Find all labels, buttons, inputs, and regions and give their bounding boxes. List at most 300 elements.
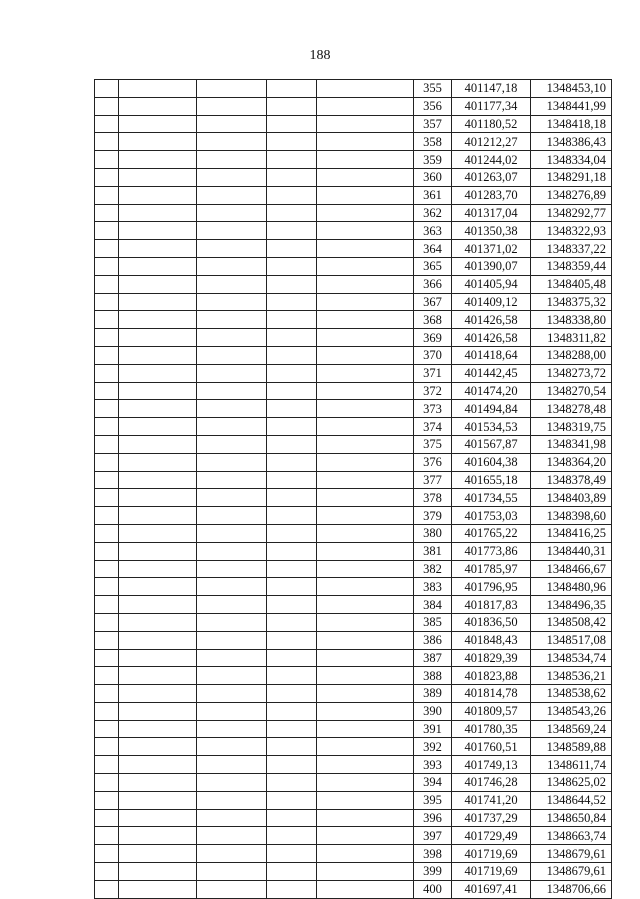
- empty-cell: [119, 222, 197, 240]
- empty-cell: [317, 596, 414, 614]
- x-coordinate-cell: 401426,58: [452, 311, 531, 329]
- x-coordinate-cell: 401719,69: [452, 845, 531, 863]
- x-coordinate-cell: 401244,02: [452, 151, 531, 169]
- table-row: [95, 115, 612, 133]
- table-row: [95, 418, 612, 436]
- x-coordinate-cell: 401147,18: [452, 80, 531, 98]
- empty-cell: [197, 364, 267, 382]
- y-coordinate-cell: 1348679,61: [531, 845, 612, 863]
- empty-cell: [197, 97, 267, 115]
- y-coordinate-cell: 1348273,72: [531, 364, 612, 382]
- empty-cell: [317, 204, 414, 222]
- empty-cell: [95, 613, 119, 631]
- x-coordinate-cell: 401697,41: [452, 880, 531, 898]
- empty-cell: [119, 774, 197, 792]
- x-coordinate-cell: 401796,95: [452, 578, 531, 596]
- empty-cell: [119, 667, 197, 685]
- empty-cell: [267, 613, 317, 631]
- empty-cell: [119, 685, 197, 703]
- x-coordinate-cell: 401426,58: [452, 329, 531, 347]
- table-row: [95, 80, 612, 98]
- empty-cell: [197, 685, 267, 703]
- x-coordinate-cell: 401567,87: [452, 435, 531, 453]
- empty-cell: [197, 80, 267, 98]
- empty-cell: [119, 293, 197, 311]
- empty-cell: [197, 809, 267, 827]
- table-row: [95, 382, 612, 400]
- empty-cell: [95, 186, 119, 204]
- empty-cell: [119, 418, 197, 436]
- empty-cell: [317, 240, 414, 258]
- empty-cell: [267, 578, 317, 596]
- empty-cell: [95, 418, 119, 436]
- empty-cell: [317, 542, 414, 560]
- empty-cell: [317, 97, 414, 115]
- x-coordinate-cell: 401780,35: [452, 720, 531, 738]
- empty-cell: [267, 186, 317, 204]
- table-row: [95, 222, 612, 240]
- table-row: [95, 168, 612, 186]
- y-coordinate-cell: 1348679,61: [531, 863, 612, 881]
- empty-cell: [197, 400, 267, 418]
- empty-cell: [95, 222, 119, 240]
- empty-cell: [317, 293, 414, 311]
- empty-cell: [197, 578, 267, 596]
- empty-cell: [317, 115, 414, 133]
- empty-cell: [119, 524, 197, 542]
- table-row: [95, 186, 612, 204]
- empty-cell: [119, 329, 197, 347]
- empty-cell: [267, 507, 317, 525]
- y-coordinate-cell: 1348292,77: [531, 204, 612, 222]
- y-coordinate-cell: 1348536,21: [531, 667, 612, 685]
- empty-cell: [317, 364, 414, 382]
- empty-cell: [267, 97, 317, 115]
- empty-cell: [267, 400, 317, 418]
- empty-cell: [197, 613, 267, 631]
- empty-cell: [267, 738, 317, 756]
- empty-cell: [119, 453, 197, 471]
- empty-cell: [95, 809, 119, 827]
- empty-cell: [197, 738, 267, 756]
- empty-cell: [317, 471, 414, 489]
- empty-cell: [317, 720, 414, 738]
- table-row: [95, 311, 612, 329]
- empty-cell: [95, 720, 119, 738]
- table-row: [95, 257, 612, 275]
- empty-cell: [197, 418, 267, 436]
- table-row: [95, 329, 612, 347]
- x-coordinate-cell: 401283,70: [452, 186, 531, 204]
- table-row: [95, 346, 612, 364]
- table-row: [95, 364, 612, 382]
- empty-cell: [119, 115, 197, 133]
- empty-cell: [119, 702, 197, 720]
- y-coordinate-cell: 1348480,96: [531, 578, 612, 596]
- empty-cell: [267, 240, 317, 258]
- table-row: [95, 613, 612, 631]
- empty-cell: [95, 364, 119, 382]
- y-coordinate-cell: 1348375,32: [531, 293, 612, 311]
- empty-cell: [119, 809, 197, 827]
- x-coordinate-cell: 401836,50: [452, 613, 531, 631]
- empty-cell: [197, 453, 267, 471]
- x-coordinate-cell: 401753,03: [452, 507, 531, 525]
- empty-cell: [267, 329, 317, 347]
- y-coordinate-cell: 1348440,31: [531, 542, 612, 560]
- empty-cell: [317, 631, 414, 649]
- empty-cell: [95, 204, 119, 222]
- y-coordinate-cell: 1348706,66: [531, 880, 612, 898]
- empty-cell: [95, 542, 119, 560]
- empty-cell: [317, 578, 414, 596]
- empty-cell: [267, 115, 317, 133]
- empty-cell: [95, 649, 119, 667]
- x-coordinate-cell: 401773,86: [452, 542, 531, 560]
- x-coordinate-cell: 401350,38: [452, 222, 531, 240]
- point-number-cell: 400: [414, 880, 452, 898]
- empty-cell: [317, 133, 414, 151]
- point-number-cell: 369: [414, 329, 452, 347]
- table-row: [95, 471, 612, 489]
- empty-cell: [197, 827, 267, 845]
- empty-cell: [317, 453, 414, 471]
- page-number: 188: [309, 48, 331, 63]
- empty-cell: [267, 720, 317, 738]
- y-coordinate-cell: 1348359,44: [531, 257, 612, 275]
- point-number-cell: 383: [414, 578, 452, 596]
- empty-cell: [267, 168, 317, 186]
- y-coordinate-cell: 1348337,22: [531, 240, 612, 258]
- empty-cell: [95, 133, 119, 151]
- x-coordinate-cell: 401494,84: [452, 400, 531, 418]
- empty-cell: [197, 702, 267, 720]
- empty-cell: [119, 133, 197, 151]
- empty-cell: [95, 756, 119, 774]
- empty-cell: [197, 845, 267, 863]
- x-coordinate-cell: 401418,64: [452, 346, 531, 364]
- y-coordinate-cell: 1348508,42: [531, 613, 612, 631]
- y-coordinate-cell: 1348405,48: [531, 275, 612, 293]
- y-coordinate-cell: 1348386,43: [531, 133, 612, 151]
- x-coordinate-cell: 401814,78: [452, 685, 531, 703]
- empty-cell: [197, 649, 267, 667]
- empty-cell: [95, 578, 119, 596]
- y-coordinate-cell: 1348398,60: [531, 507, 612, 525]
- empty-cell: [317, 186, 414, 204]
- empty-cell: [317, 400, 414, 418]
- empty-cell: [267, 346, 317, 364]
- point-number-cell: 391: [414, 720, 452, 738]
- point-number-cell: 355: [414, 80, 452, 98]
- empty-cell: [267, 453, 317, 471]
- table-row: [95, 151, 612, 169]
- point-number-cell: 389: [414, 685, 452, 703]
- point-number-cell: 386: [414, 631, 452, 649]
- empty-cell: [119, 542, 197, 560]
- empty-cell: [95, 702, 119, 720]
- point-number-cell: 357: [414, 115, 452, 133]
- table-row: [95, 400, 612, 418]
- empty-cell: [95, 293, 119, 311]
- empty-cell: [267, 524, 317, 542]
- empty-cell: [95, 400, 119, 418]
- empty-cell: [197, 560, 267, 578]
- empty-cell: [95, 151, 119, 169]
- empty-cell: [197, 596, 267, 614]
- y-coordinate-cell: 1348663,74: [531, 827, 612, 845]
- empty-cell: [317, 382, 414, 400]
- y-coordinate-cell: 1348364,20: [531, 453, 612, 471]
- y-coordinate-cell: 1348538,62: [531, 685, 612, 703]
- empty-cell: [95, 845, 119, 863]
- y-coordinate-cell: 1348611,74: [531, 756, 612, 774]
- empty-cell: [317, 275, 414, 293]
- table-row: [95, 435, 612, 453]
- x-coordinate-cell: 401817,83: [452, 596, 531, 614]
- empty-cell: [197, 489, 267, 507]
- coordinates-table-body: [95, 80, 612, 899]
- table-row: [95, 649, 612, 667]
- empty-cell: [197, 524, 267, 542]
- empty-cell: [95, 560, 119, 578]
- empty-cell: [317, 756, 414, 774]
- empty-cell: [119, 880, 197, 898]
- y-coordinate-cell: 1348534,74: [531, 649, 612, 667]
- empty-cell: [197, 311, 267, 329]
- empty-cell: [119, 97, 197, 115]
- table-row: [95, 774, 612, 792]
- empty-cell: [317, 80, 414, 98]
- point-number-cell: 378: [414, 489, 452, 507]
- empty-cell: [197, 667, 267, 685]
- y-coordinate-cell: 1348589,88: [531, 738, 612, 756]
- empty-cell: [317, 222, 414, 240]
- x-coordinate-cell: 401180,52: [452, 115, 531, 133]
- empty-cell: [95, 774, 119, 792]
- x-coordinate-cell: 401729,49: [452, 827, 531, 845]
- empty-cell: [267, 631, 317, 649]
- point-number-cell: 375: [414, 435, 452, 453]
- point-number-cell: 387: [414, 649, 452, 667]
- point-number-cell: 373: [414, 400, 452, 418]
- x-coordinate-cell: 401534,53: [452, 418, 531, 436]
- empty-cell: [317, 560, 414, 578]
- table-row: [95, 240, 612, 258]
- point-number-cell: 390: [414, 702, 452, 720]
- empty-cell: [267, 311, 317, 329]
- empty-cell: [119, 827, 197, 845]
- empty-cell: [95, 80, 119, 98]
- x-coordinate-cell: 401749,13: [452, 756, 531, 774]
- empty-cell: [267, 774, 317, 792]
- empty-cell: [119, 507, 197, 525]
- table-row: [95, 275, 612, 293]
- empty-cell: [119, 649, 197, 667]
- table-row: [95, 596, 612, 614]
- empty-cell: [317, 791, 414, 809]
- empty-cell: [95, 168, 119, 186]
- empty-cell: [95, 524, 119, 542]
- empty-cell: [317, 613, 414, 631]
- empty-cell: [267, 382, 317, 400]
- x-coordinate-cell: 401317,04: [452, 204, 531, 222]
- empty-cell: [197, 329, 267, 347]
- empty-cell: [95, 115, 119, 133]
- point-number-cell: 380: [414, 524, 452, 542]
- empty-cell: [119, 80, 197, 98]
- empty-cell: [197, 168, 267, 186]
- empty-cell: [317, 311, 414, 329]
- point-number-cell: 398: [414, 845, 452, 863]
- x-coordinate-cell: 401809,57: [452, 702, 531, 720]
- table-row: [95, 667, 612, 685]
- empty-cell: [119, 204, 197, 222]
- empty-cell: [267, 756, 317, 774]
- empty-cell: [317, 346, 414, 364]
- table-row: [95, 791, 612, 809]
- y-coordinate-cell: 1348403,89: [531, 489, 612, 507]
- empty-cell: [95, 311, 119, 329]
- empty-cell: [197, 115, 267, 133]
- empty-cell: [119, 275, 197, 293]
- empty-cell: [119, 489, 197, 507]
- empty-cell: [95, 827, 119, 845]
- empty-cell: [95, 791, 119, 809]
- empty-cell: [197, 471, 267, 489]
- empty-cell: [267, 204, 317, 222]
- table-row: [95, 524, 612, 542]
- empty-cell: [197, 133, 267, 151]
- point-number-cell: 392: [414, 738, 452, 756]
- empty-cell: [317, 702, 414, 720]
- empty-cell: [267, 489, 317, 507]
- table-row: [95, 756, 612, 774]
- empty-cell: [317, 667, 414, 685]
- y-coordinate-cell: 1348334,04: [531, 151, 612, 169]
- empty-cell: [317, 257, 414, 275]
- point-number-cell: 376: [414, 453, 452, 471]
- empty-cell: [197, 240, 267, 258]
- point-number-cell: 368: [414, 311, 452, 329]
- y-coordinate-cell: 1348278,48: [531, 400, 612, 418]
- empty-cell: [197, 151, 267, 169]
- table-row: [95, 880, 612, 898]
- y-coordinate-cell: 1348311,82: [531, 329, 612, 347]
- empty-cell: [317, 880, 414, 898]
- empty-cell: [119, 613, 197, 631]
- empty-cell: [317, 738, 414, 756]
- empty-cell: [317, 685, 414, 703]
- point-number-cell: 367: [414, 293, 452, 311]
- empty-cell: [95, 329, 119, 347]
- empty-cell: [197, 774, 267, 792]
- y-coordinate-cell: 1348416,25: [531, 524, 612, 542]
- point-number-cell: 396: [414, 809, 452, 827]
- x-coordinate-cell: 401848,43: [452, 631, 531, 649]
- point-number-cell: 365: [414, 257, 452, 275]
- empty-cell: [95, 596, 119, 614]
- empty-cell: [267, 364, 317, 382]
- table-row: [95, 702, 612, 720]
- empty-cell: [197, 293, 267, 311]
- point-number-cell: 361: [414, 186, 452, 204]
- empty-cell: [267, 560, 317, 578]
- empty-cell: [267, 133, 317, 151]
- x-coordinate-cell: 401829,39: [452, 649, 531, 667]
- point-number-cell: 371: [414, 364, 452, 382]
- point-number-cell: 382: [414, 560, 452, 578]
- table-row: [95, 453, 612, 471]
- x-coordinate-cell: 401765,22: [452, 524, 531, 542]
- y-coordinate-cell: 1348418,18: [531, 115, 612, 133]
- empty-cell: [267, 863, 317, 881]
- empty-cell: [95, 685, 119, 703]
- x-coordinate-cell: 401371,02: [452, 240, 531, 258]
- empty-cell: [197, 880, 267, 898]
- empty-cell: [267, 827, 317, 845]
- empty-cell: [317, 649, 414, 667]
- point-number-cell: 366: [414, 275, 452, 293]
- empty-cell: [197, 863, 267, 881]
- empty-cell: [119, 240, 197, 258]
- x-coordinate-cell: 401409,12: [452, 293, 531, 311]
- point-number-cell: 363: [414, 222, 452, 240]
- table-row: [95, 507, 612, 525]
- empty-cell: [95, 667, 119, 685]
- empty-cell: [317, 827, 414, 845]
- empty-cell: [317, 507, 414, 525]
- empty-cell: [197, 382, 267, 400]
- empty-cell: [267, 809, 317, 827]
- empty-cell: [119, 400, 197, 418]
- empty-cell: [95, 435, 119, 453]
- point-number-cell: 358: [414, 133, 452, 151]
- empty-cell: [197, 756, 267, 774]
- empty-cell: [197, 346, 267, 364]
- x-coordinate-cell: 401823,88: [452, 667, 531, 685]
- empty-cell: [119, 791, 197, 809]
- y-coordinate-cell: 1348496,35: [531, 596, 612, 614]
- y-coordinate-cell: 1348453,10: [531, 80, 612, 98]
- empty-cell: [317, 809, 414, 827]
- empty-cell: [95, 346, 119, 364]
- y-coordinate-cell: 1348291,18: [531, 168, 612, 186]
- empty-cell: [317, 418, 414, 436]
- x-coordinate-cell: 401177,34: [452, 97, 531, 115]
- point-number-cell: 393: [414, 756, 452, 774]
- empty-cell: [119, 578, 197, 596]
- empty-cell: [119, 863, 197, 881]
- x-coordinate-cell: 401655,18: [452, 471, 531, 489]
- empty-cell: [95, 275, 119, 293]
- table-row: [95, 542, 612, 560]
- empty-cell: [197, 435, 267, 453]
- y-coordinate-cell: 1348517,08: [531, 631, 612, 649]
- x-coordinate-cell: 401741,20: [452, 791, 531, 809]
- empty-cell: [95, 257, 119, 275]
- table-row: [95, 720, 612, 738]
- x-coordinate-cell: 401390,07: [452, 257, 531, 275]
- x-coordinate-cell: 401785,97: [452, 560, 531, 578]
- table-row: [95, 827, 612, 845]
- empty-cell: [267, 275, 317, 293]
- point-number-cell: 364: [414, 240, 452, 258]
- empty-cell: [119, 435, 197, 453]
- point-number-cell: 388: [414, 667, 452, 685]
- x-coordinate-cell: 401263,07: [452, 168, 531, 186]
- empty-cell: [197, 631, 267, 649]
